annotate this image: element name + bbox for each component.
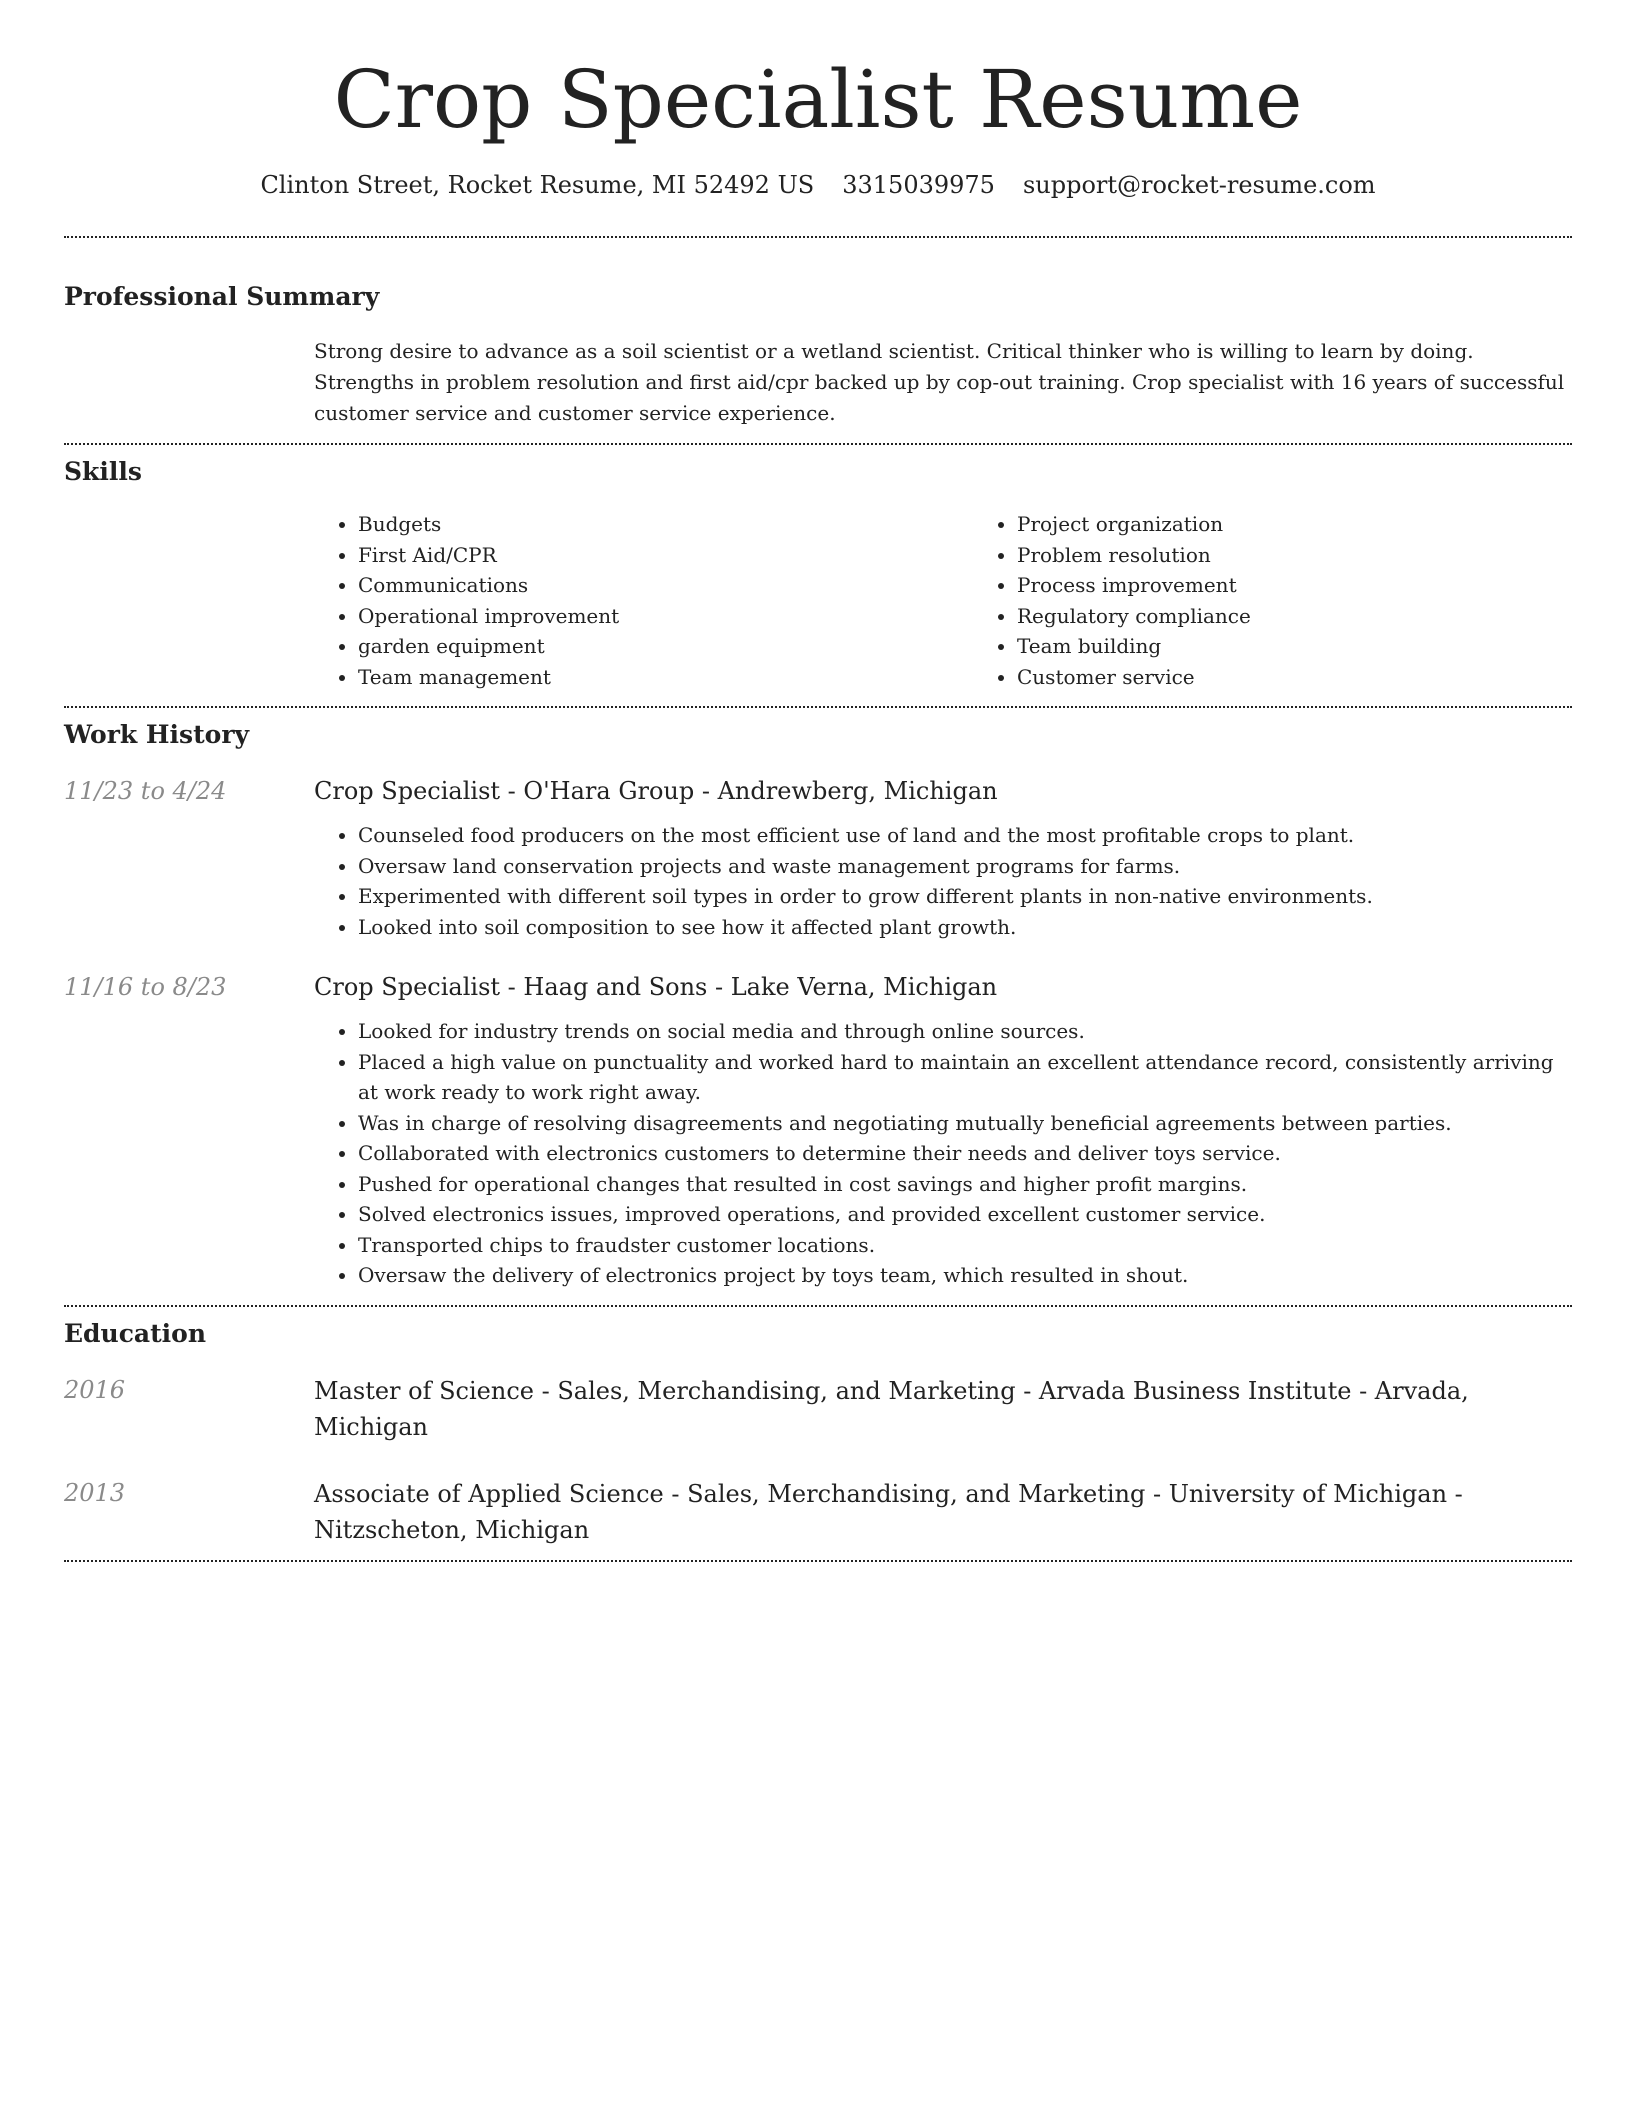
divider	[64, 236, 1572, 238]
job-dates: 11/23 to 4/24	[64, 777, 227, 805]
summary-section	[64, 280, 1572, 429]
skills-heading: Skills	[64, 457, 142, 486]
contact-email: support@rocket-resume.com	[1022, 171, 1376, 199]
education-heading: Education	[64, 1318, 207, 1348]
job-bullet: • Oversaw land conservation projects and waste management programs for farms.	[358, 851, 1572, 882]
skill-item: • Operational improvement	[358, 601, 973, 632]
job-title: Crop Specialist - O'Hara Group - Andrewberg, Michigan	[314, 777, 998, 805]
contact-line	[64, 168, 1572, 202]
job-bullet: • Looked into soil composition to see how it affected plant growth.	[358, 912, 1572, 943]
education-title: Associate of Applied Science - Sales, Merchandising, and Marketing - University of Michigan - Nitzscheton, Michigan	[314, 1479, 1463, 1544]
education-entry	[64, 1373, 1572, 1445]
job-bullet: • Collaborated with electronics customers to determine their needs and deliver toys service.	[358, 1138, 1572, 1169]
skill-item: • Team management	[358, 662, 973, 693]
skill-item: • Customer service	[1017, 662, 1632, 693]
job-entry	[64, 774, 1572, 942]
job-bullets	[314, 820, 1572, 942]
skill-item: • Budgets	[358, 509, 973, 540]
divider	[64, 1560, 1572, 1562]
job-bullet: • Solved electronics issues, improved operations, and provided excellent customer service.	[358, 1199, 1572, 1230]
education-title: Master of Science - Sales, Merchandising, and Marketing - Arvada Business Institute - Arvada, Michigan	[314, 1376, 1469, 1441]
contact-phone: 3315039975	[842, 171, 995, 199]
work-history-heading: Work History	[64, 720, 250, 749]
job-bullet: • Placed a high value on punctuality and worked hard to maintain an excellent attendance record, consistently arriving at work ready to work right away.	[358, 1047, 1572, 1108]
skills-list-left	[314, 509, 973, 692]
job-title: Crop Specialist - Haag and Sons - Lake Verna, Michigan	[314, 973, 998, 1001]
divider	[64, 1305, 1572, 1307]
job-bullets	[314, 1016, 1572, 1291]
skills-section	[64, 455, 1572, 692]
job-bullet: • Was in charge of resolving disagreements and negotiating mutually beneficial agreements between parties.	[358, 1108, 1572, 1139]
job-bullet: • Pushed for operational changes that resulted in cost savings and higher profit margins.	[358, 1169, 1572, 1200]
resume-title: Crop Specialist Resume	[333, 53, 1303, 146]
job-bullet: • Looked for industry trends on social media and through online sources.	[358, 1016, 1572, 1047]
job-dates: 11/16 to 8/23	[64, 973, 227, 1001]
job-bullet: • Transported chips to fraudster customer locations.	[358, 1230, 1572, 1261]
education-year: 2013	[64, 1478, 126, 1507]
job-bullet: • Oversaw the delivery of electronics project by toys team, which resulted in shout.	[358, 1260, 1572, 1291]
summary-text: Strong desire to advance as a soil scientist or a wetland scientist. Critical thinker who is willing to learn by doing. Strengths in problem resolution and first aid/cpr backed up by cop-out training. Crop specialist with 16 years of successful customer service and customer service experience.	[314, 339, 1565, 425]
contact-address: Clinton Street, Rocket Resume, MI 52492 US	[260, 171, 815, 199]
education-entry	[64, 1476, 1572, 1548]
resume-page	[64, 0, 1572, 1562]
job-entry	[64, 970, 1572, 1291]
education-year: 2016	[64, 1375, 126, 1404]
divider	[64, 706, 1572, 708]
job-bullet: • Counseled food producers on the most efficient use of land and the most profitable crops to plant.	[358, 820, 1572, 851]
skills-list-right	[973, 509, 1632, 692]
skill-item: • Team building	[1017, 631, 1632, 662]
education-section	[64, 1317, 1572, 1548]
skill-item: • Project organization	[1017, 509, 1632, 540]
skill-item: • Problem resolution	[1017, 540, 1632, 571]
work-history-section	[64, 718, 1572, 1291]
job-bullet: • Experimented with different soil types in order to grow different plants in non-native environments.	[358, 881, 1572, 912]
summary-heading: Professional Summary	[64, 282, 380, 311]
skill-item: • Communications	[358, 570, 973, 601]
skill-item: • Regulatory compliance	[1017, 601, 1632, 632]
divider	[64, 443, 1572, 445]
skill-item: • Process improvement	[1017, 570, 1632, 601]
skill-item: • First Aid/CPR	[358, 540, 973, 571]
skill-item: • garden equipment	[358, 631, 973, 662]
